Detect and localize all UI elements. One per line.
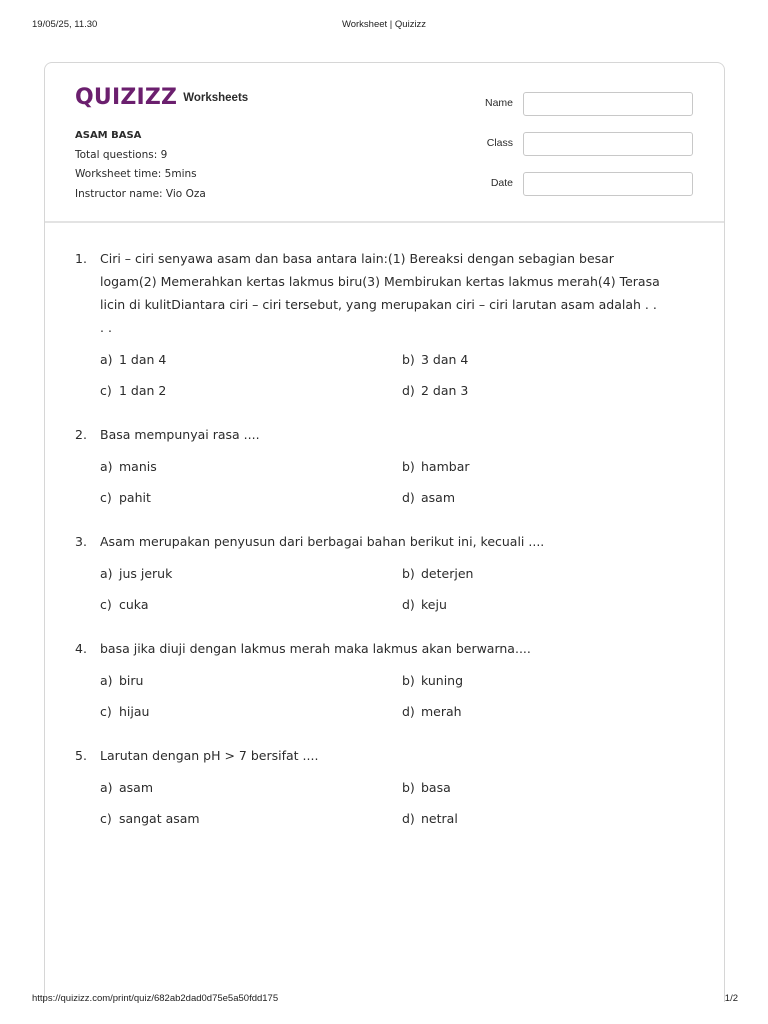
- option-letter: c): [100, 811, 112, 826]
- name-field[interactable]: [523, 92, 693, 116]
- date-field[interactable]: [523, 172, 693, 196]
- option-letter: c): [100, 490, 112, 505]
- answer-options: [100, 563, 695, 616]
- question-item: [75, 744, 695, 830]
- option-text: asam: [119, 780, 154, 795]
- question-text-row: [75, 423, 695, 446]
- option-letter: a): [100, 673, 113, 688]
- option-text: keju: [421, 597, 447, 612]
- answer-option[interactable]: [100, 808, 402, 830]
- answer-option[interactable]: [402, 563, 662, 585]
- question-text-row: [75, 247, 695, 339]
- option-letter: d): [402, 490, 415, 505]
- student-fields: [473, 92, 693, 212]
- option-letter: d): [402, 383, 415, 398]
- option-letter: c): [100, 597, 112, 612]
- option-letter: d): [402, 597, 415, 612]
- question-item: [75, 423, 695, 509]
- answer-option[interactable]: [402, 349, 662, 371]
- class-row: [473, 132, 693, 156]
- option-text: 2 dan 3: [421, 383, 469, 398]
- option-text: biru: [119, 673, 144, 688]
- answer-options: [100, 456, 695, 509]
- class-field[interactable]: [523, 132, 693, 156]
- option-text: basa: [421, 780, 451, 795]
- question-text: Asam merupakan penyusun dari berbagai bahan berikut ini, kecuali ....: [100, 534, 545, 549]
- print-page-title: Worksheet | Quizizz: [341, 19, 427, 30]
- option-text: 1 dan 4: [119, 352, 167, 367]
- option-letter: b): [402, 673, 415, 688]
- answer-options: [100, 777, 695, 830]
- option-text: manis: [119, 459, 157, 474]
- answer-option[interactable]: [402, 594, 662, 616]
- print-url: https://quizizz.com/print/quiz/682ab2dad0d75e5a50fdd175: [32, 993, 279, 1004]
- option-text: pahit: [119, 490, 151, 505]
- answer-option[interactable]: [402, 701, 662, 723]
- question-item: [75, 247, 695, 402]
- answer-option[interactable]: [402, 487, 662, 509]
- question-text: Larutan dengan pH > 7 bersifat ....: [100, 748, 319, 763]
- option-letter: a): [100, 459, 113, 474]
- answer-option[interactable]: [402, 777, 662, 799]
- option-text: sangat asam: [119, 811, 200, 826]
- answer-option[interactable]: [100, 670, 402, 692]
- question-text: Ciri – ciri senyawa asam dan basa antara lain:(1) Bereaksi dengan sebagian besar logam(2) Memerahkan kertas lakmus biru(3) Membirukan kertas lakmus merah(4) Terasa licin di kulitDiantara ciri – ciri tersebut, yang merupakan ciri – ciri larutan asam adalah . . . .: [100, 251, 660, 335]
- brand: [75, 85, 248, 111]
- option-text: netral: [421, 811, 458, 826]
- worksheet-card: [44, 62, 725, 1002]
- answer-option[interactable]: [100, 594, 402, 616]
- answer-option[interactable]: [402, 670, 662, 692]
- option-text: deterjen: [421, 566, 474, 581]
- question-number: 4.: [75, 641, 87, 656]
- answer-option[interactable]: [100, 701, 402, 723]
- option-text: cuka: [119, 597, 149, 612]
- total-questions: Total questions: 9: [75, 148, 168, 161]
- worksheet-meta: [75, 126, 206, 204]
- answer-option[interactable]: [100, 349, 402, 371]
- option-text: hambar: [421, 459, 470, 474]
- product-name: Worksheets: [183, 92, 249, 104]
- option-letter: a): [100, 352, 113, 367]
- option-text: asam: [421, 490, 456, 505]
- answer-option[interactable]: [100, 487, 402, 509]
- page-count: 1/2: [724, 993, 738, 1004]
- date-row: [473, 172, 693, 196]
- option-letter: b): [402, 459, 415, 474]
- answer-option[interactable]: [402, 808, 662, 830]
- question-text-row: [75, 530, 695, 553]
- date-label: Date: [490, 177, 513, 189]
- option-text: hijau: [119, 704, 150, 719]
- option-text: 3 dan 4: [421, 352, 469, 367]
- option-letter: a): [100, 566, 113, 581]
- question-text-row: [75, 637, 695, 660]
- option-letter: b): [402, 566, 415, 581]
- quizizz-logo: QUIZIZZ: [75, 85, 178, 110]
- question-item: [75, 637, 695, 723]
- answer-option[interactable]: [100, 563, 402, 585]
- worksheet-time: Worksheet time: 5mins: [75, 168, 197, 180]
- option-letter: b): [402, 780, 415, 795]
- option-text: merah: [421, 704, 462, 719]
- option-letter: b): [402, 352, 415, 367]
- print-datetime: 19/05/25, 11.30: [32, 19, 98, 30]
- answer-option[interactable]: [402, 456, 662, 478]
- option-letter: d): [402, 811, 415, 826]
- question-list: [75, 247, 695, 851]
- option-letter: a): [100, 780, 113, 795]
- question-number: 3.: [75, 534, 87, 549]
- question-text: Basa mempunyai rasa ....: [100, 427, 260, 442]
- name-label: Name: [484, 97, 513, 109]
- option-text: jus jeruk: [119, 566, 173, 581]
- option-text: kuning: [421, 673, 464, 688]
- option-letter: d): [402, 704, 415, 719]
- option-letter: c): [100, 383, 112, 398]
- question-text-row: [75, 744, 695, 767]
- answer-options: [100, 670, 695, 723]
- question-number: 5.: [75, 748, 87, 763]
- answer-options: [100, 349, 695, 402]
- question-item: [75, 530, 695, 616]
- instructor-name: Instructor name: Vio Oza: [75, 187, 206, 200]
- class-label: Class: [486, 137, 513, 149]
- question-number: 2.: [75, 427, 87, 442]
- option-letter: c): [100, 704, 112, 719]
- option-text: 1 dan 2: [119, 383, 167, 398]
- worksheet-header: [45, 63, 724, 223]
- question-text: basa jika diuji dengan lakmus merah maka lakmus akan berwarna....: [100, 641, 531, 656]
- worksheet-title: ASAM BASA: [75, 130, 142, 141]
- question-number: 1.: [75, 251, 87, 266]
- answer-option[interactable]: [100, 456, 402, 478]
- answer-option[interactable]: [402, 380, 662, 402]
- answer-option[interactable]: [100, 777, 402, 799]
- name-row: [473, 92, 693, 116]
- answer-option[interactable]: [100, 380, 402, 402]
